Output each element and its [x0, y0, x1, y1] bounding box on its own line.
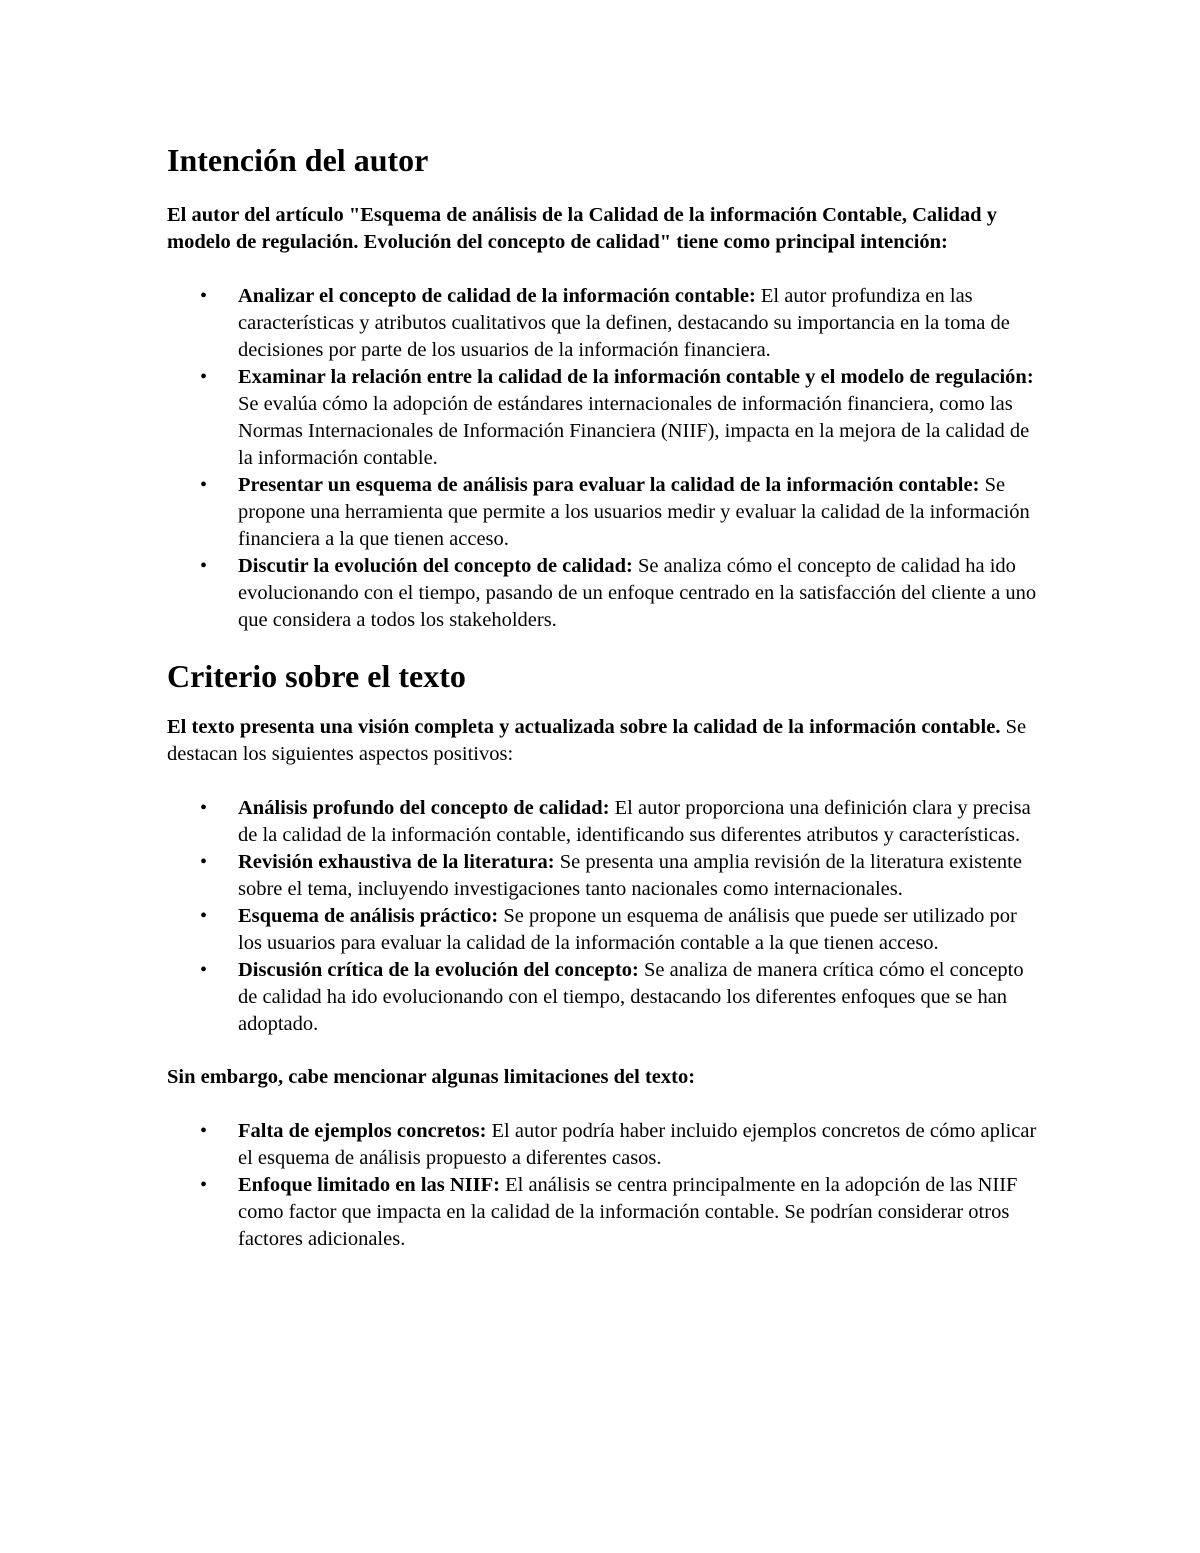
bullet-icon: • [200, 474, 208, 496]
list-item-text: El análisis se centra principalmente en la adopción de las NIIF como factor que impacta en la calidad de la información contable. Se podrían considerar otros factores adicionales. [238, 1174, 1018, 1250]
bullet-icon: • [200, 366, 208, 388]
list-item-lead: Esquema de análisis práctico: [238, 905, 499, 927]
bullet-icon: • [200, 1120, 208, 1142]
intro-text: El autor del artículo "Esquema de análisis de la Calidad de la información Contable, Calidad y modelo de regulación. Evolución del concepto de calidad" tiene como principal intención: [167, 204, 997, 253]
positive-aspects-list [167, 795, 1037, 1038]
intention-list [167, 283, 1037, 634]
bullet-icon: • [200, 555, 208, 577]
list-item-lead: Revisión exhaustiva de la literatura: [238, 851, 555, 873]
bullet-icon: • [200, 1174, 208, 1196]
list-item-text: Se evalúa cómo la adopción de estándares internacionales de información financiera, como las Normas Internacionales de Información Financiera (NIIF), impacta en la mejora de la calidad de la información contable. [238, 393, 1030, 469]
list-item [167, 1172, 1037, 1253]
list-item [167, 553, 1037, 634]
list-item [167, 795, 1037, 849]
bullet-icon: • [200, 851, 208, 873]
list-item [167, 472, 1037, 553]
heading-intencion-del-autor: Intención del autor [167, 142, 429, 178]
bullet-icon: • [200, 905, 208, 927]
list-item-lead: Enfoque limitado en las NIIF: [238, 1174, 500, 1196]
heading-criterio-sobre-el-texto: Criterio sobre el texto [167, 658, 466, 694]
limitations-intro-paragraph [167, 1064, 1037, 1091]
list-item-text: Se analiza cómo el concepto de calidad ha ido evolucionando con el tiempo, pasando de un enfoque centrado en la satisfacción del cliente a uno que considera a todos los stakeholders. [238, 555, 1037, 631]
list-item-text: Se analiza de manera crítica cómo el concepto de calidad ha ido evolucionando con el tiempo, destacando los diferentes enfoques que se han adoptado. [238, 959, 1024, 1035]
limitations-intro: Sin embargo, cabe mencionar algunas limitaciones del texto: [167, 1066, 696, 1088]
bullet-icon: • [200, 959, 208, 981]
list-item-text: Se propone una herramienta que permite a los usuarios medir y evaluar la calidad de la información financiera a la que tienen acceso. [238, 474, 1030, 550]
list-item [167, 364, 1037, 472]
list-item [167, 849, 1037, 903]
list-item [167, 957, 1037, 1038]
list-item [167, 283, 1037, 364]
list-item-lead: Examinar la relación entre la calidad de la información contable y el modelo de regulación: [238, 366, 1034, 388]
bullet-icon: • [200, 285, 208, 307]
document-page [167, 140, 1037, 1253]
criterio-intro-bold: El texto presenta una visión completa y actualizada sobre la calidad de la información contable. [167, 716, 1001, 738]
list-item-lead: Discusión crítica de la evolución del concepto: [238, 959, 639, 981]
bullet-icon: • [200, 797, 208, 819]
list-item-lead: Presentar un esquema de análisis para evaluar la calidad de la información contable: [238, 474, 980, 496]
list-item-lead: Discutir la evolución del concepto de calidad: [238, 555, 633, 577]
list-item-text: El autor profundiza en las características y atributos cualitativos que la definen, destacando su importancia en la toma de decisiones por parte de los usuarios de la información financiera. [238, 285, 1010, 361]
intro-paragraph [167, 202, 1037, 256]
list-item-lead: Analizar el concepto de calidad de la información contable: [238, 285, 756, 307]
list-item-text: Se propone un esquema de análisis que puede ser utilizado por los usuarios para evaluar la calidad de la información contable a la que tienen acceso. [238, 905, 1017, 954]
list-item-text: El autor podría haber incluido ejemplos concretos de cómo aplicar el esquema de análisis propuesto a diferentes casos. [238, 1120, 1037, 1169]
list-item-text: El autor proporciona una definición clara y precisa de la calidad de la información contable, identificando sus diferentes atributos y características. [238, 797, 1031, 846]
limitations-list [167, 1118, 1037, 1253]
list-item-text: Se presenta una amplia revisión de la literatura existente sobre el tema, incluyendo investigaciones tanto nacionales como internacionales. [238, 851, 1022, 900]
list-item [167, 903, 1037, 957]
list-item-lead: Análisis profundo del concepto de calidad: [238, 797, 610, 819]
criterio-intro-paragraph [167, 714, 1037, 768]
list-item-lead: Falta de ejemplos concretos: [238, 1120, 487, 1142]
list-item [167, 1118, 1037, 1172]
criterio-intro-rest: Se destacan los siguientes aspectos positivos: [167, 716, 1027, 765]
